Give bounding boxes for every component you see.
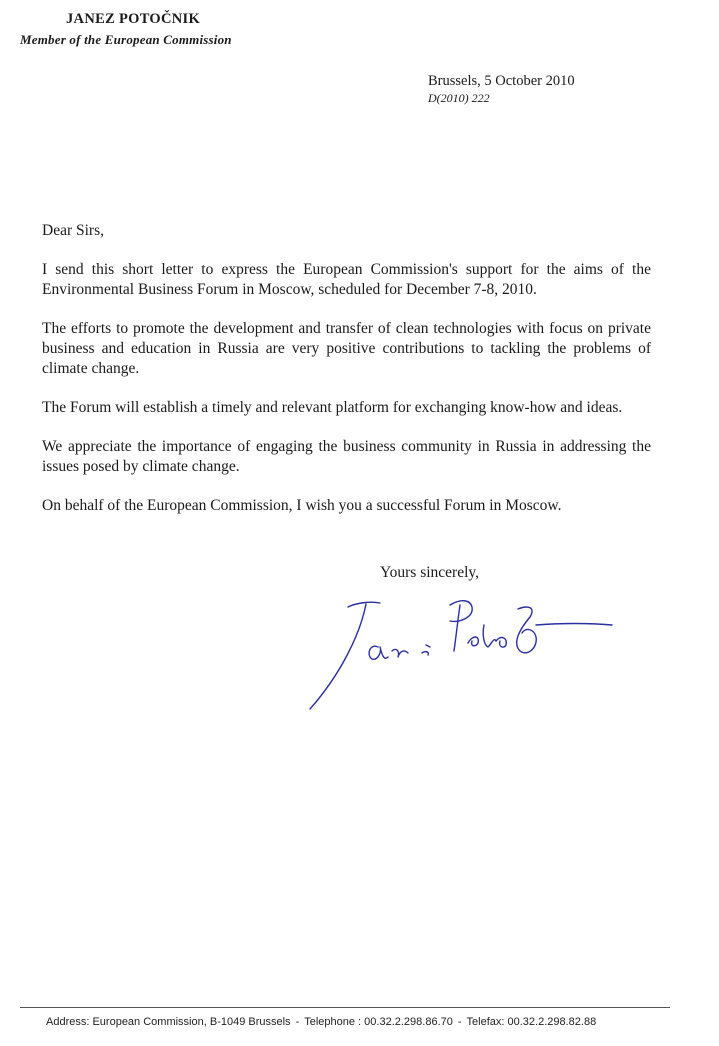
paragraph: I send this short letter to express the European Commission's support for the aims of the Environmental Business Forum in Moscow, scheduled for December 7-8, 2010. [42,261,651,298]
sender-role: Member of the European Commission [20,32,232,47]
paragraph: On behalf of the European Commission, I wish you a successful Forum in Moscow. [42,497,562,514]
paragraph: The efforts to promote the development and transfer of clean technologies with focus on private business and education in Russia are very positive contributions to tackling the problems of climate change. [42,320,651,377]
letter-body [42,260,651,535]
salutation: Dear Sirs, [42,222,104,239]
footer-rule [20,1007,670,1008]
footer-separator: - [457,1016,462,1028]
footer-telephone: Telephone : 00.32.2.298.86.70 [304,1016,453,1028]
paragraph: We appreciate the importance of engaging the business community in Russia in addressing the issues posed by climate change. [42,438,651,475]
footer [46,1016,596,1028]
footer-address: Address: European Commission, B-1049 Brussels [46,1016,291,1028]
footer-separator: - [295,1016,300,1028]
sender-name: JANEZ POTOČNIK [66,11,201,27]
paragraph: The Forum will establish a timely and relevant platform for exchanging know-how and ideas. [42,399,623,416]
closing: Yours sincerely, [380,564,480,581]
signature-strokes [310,601,612,709]
footer-telefax: Telefax: 00.32.2.298.82.88 [466,1016,597,1028]
handwritten-signature [300,585,620,715]
dateline: Brussels, 5 October 2010 [428,73,575,89]
reference-number: D(2010) 222 [428,91,490,105]
